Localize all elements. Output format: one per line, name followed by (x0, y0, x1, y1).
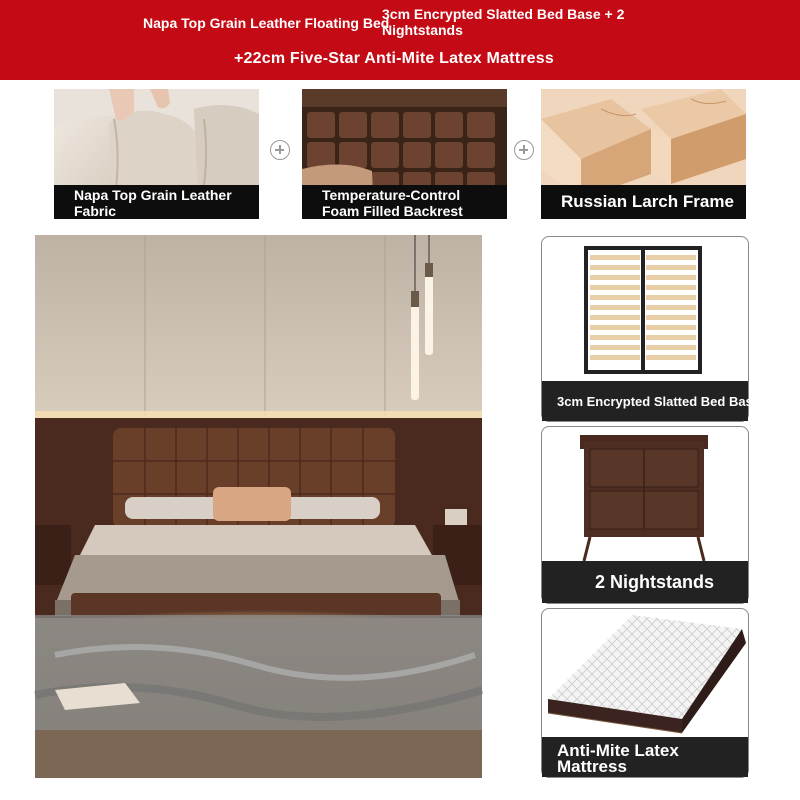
component-card-slatted-base (541, 236, 761, 422)
component-label: 3cm Encrypted Slatted Bed Base (542, 381, 748, 421)
bed-hero-photo (35, 235, 482, 778)
feature-card-leather (54, 89, 259, 219)
nightstand-image (542, 427, 750, 563)
component-label: 2 Nightstands (542, 561, 748, 603)
feature-label: Napa Top Grain Leather Fabric (54, 185, 259, 219)
banner-product-title: Napa Top Grain Leather Floating Bed (143, 15, 390, 31)
plus-circle-icon (270, 140, 290, 160)
feature-card-larch (541, 89, 746, 219)
slatted-bed-base-image (542, 237, 750, 383)
component-card-nightstands (541, 426, 749, 604)
feature-card-cushions (302, 89, 507, 235)
banner-bundle-line: 3cm Encrypted Slatted Bed Base + 2 Nightstands (382, 6, 625, 38)
feature-label: Temperature-Control Foam Filled Backrest Cushions (302, 185, 507, 219)
plus-circle-icon (514, 140, 534, 160)
banner-mattress-line: +22cm Five-Star Anti-Mite Latex Mattress (234, 50, 554, 67)
component-card-mattress (541, 608, 749, 778)
latex-mattress-image (542, 609, 750, 739)
feature-label: Russian Larch Frame (541, 185, 746, 219)
component-label: Anti-Mite Latex Mattress (542, 737, 748, 777)
floating-bed-image (35, 235, 482, 778)
promo-banner (0, 0, 800, 80)
